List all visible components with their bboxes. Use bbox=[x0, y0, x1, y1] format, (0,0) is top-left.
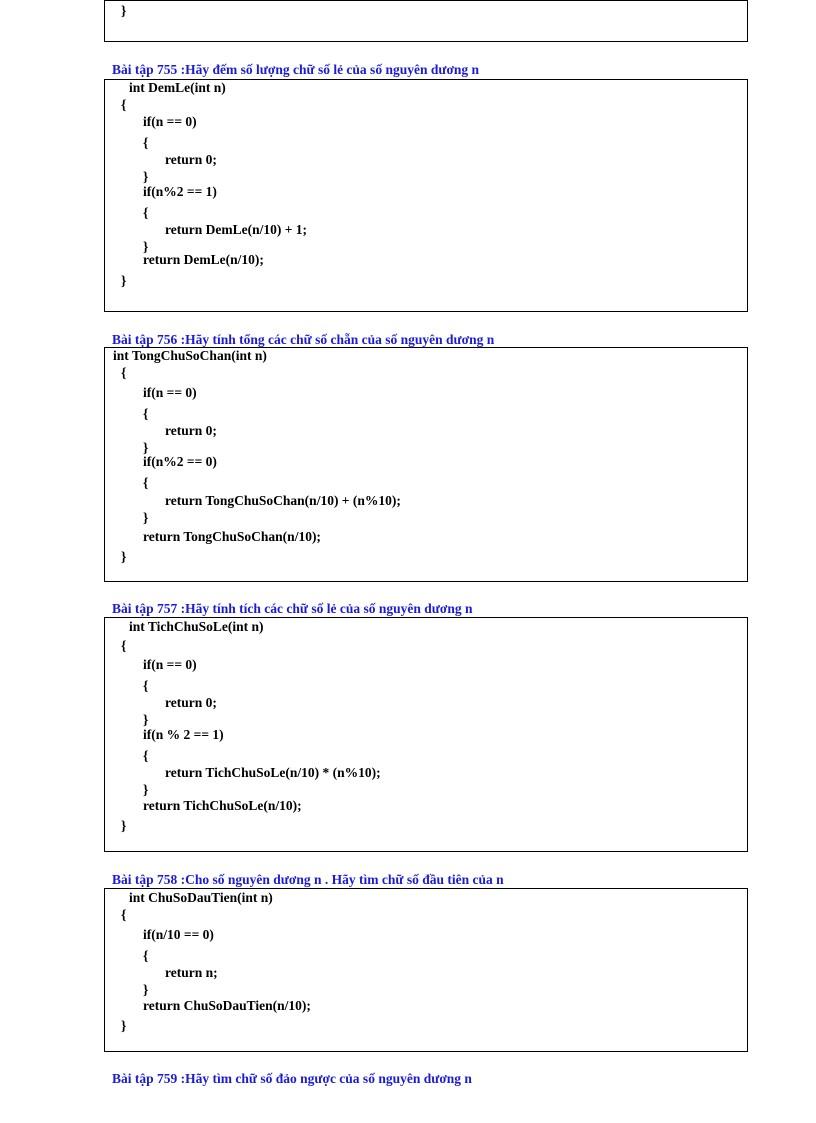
code-line: { bbox=[121, 97, 127, 112]
code-box-previous bbox=[104, 0, 748, 42]
code-line: return TichChuSoLe(n/10); bbox=[143, 798, 302, 813]
code-line: { bbox=[143, 475, 149, 490]
code-line: { bbox=[143, 748, 149, 763]
code-line: return TongChuSoChan(n/10); bbox=[143, 529, 321, 544]
code-box-755 bbox=[104, 79, 748, 312]
exercise-title-758: Bài tập 758 :Cho số nguyên dương n . Hãy tìm chữ số đầu tiên của n bbox=[112, 872, 504, 887]
code-line: if(n%2 == 0) bbox=[143, 454, 217, 469]
code-line: } bbox=[121, 1018, 127, 1033]
code-line: } bbox=[143, 440, 149, 455]
exercise-title-755: Bài tập 755 :Hãy đếm số lượng chữ số lẻ của số nguyên dương n bbox=[112, 62, 480, 77]
code-line: int ChuSoDauTien(int n) bbox=[129, 890, 273, 905]
code-line: } bbox=[143, 169, 149, 184]
code-line: int TongChuSoChan(int n) bbox=[113, 348, 267, 363]
code-line: { bbox=[143, 678, 149, 693]
code-line: return 0; bbox=[165, 152, 217, 167]
exercise-title-757: Bài tập 757 :Hãy tính tích các chữ số lẻ của số nguyên dương n bbox=[112, 601, 473, 616]
code-line: { bbox=[121, 907, 127, 922]
code-line: return DemLe(n/10) + 1; bbox=[165, 222, 308, 237]
code-line: { bbox=[143, 406, 149, 421]
code-line: return 0; bbox=[165, 695, 217, 710]
exercise-title-756: Bài tập 756 :Hãy tính tổng các chữ số chẵn của số nguyên dương n bbox=[112, 332, 495, 347]
code-line: if(n == 0) bbox=[143, 657, 197, 672]
exercise-title-759: Bài tập 759 :Hãy tìm chữ số đảo ngược của số nguyên dương n bbox=[112, 1071, 472, 1086]
code-line: return TichChuSoLe(n/10) * (n%10); bbox=[165, 765, 381, 780]
code-line: } bbox=[121, 549, 127, 564]
code-line: } bbox=[143, 510, 149, 525]
code-line: if(n == 0) bbox=[143, 114, 197, 129]
code-line: return 0; bbox=[165, 423, 217, 438]
code-line: return n; bbox=[165, 965, 218, 980]
code-line: } bbox=[121, 818, 127, 833]
code-line: return TongChuSoChan(n/10) + (n%10); bbox=[165, 493, 401, 508]
code-line: { bbox=[121, 638, 127, 653]
code-line: { bbox=[143, 948, 149, 963]
code-box-757 bbox=[104, 617, 748, 852]
code-line: if(n%2 == 1) bbox=[143, 184, 217, 199]
code-line: int TichChuSoLe(int n) bbox=[129, 619, 264, 634]
code-line: return DemLe(n/10); bbox=[143, 252, 264, 267]
code-line: { bbox=[121, 365, 127, 380]
code-line: if(n % 2 == 1) bbox=[143, 727, 224, 742]
code-line: int DemLe(int n) bbox=[129, 80, 226, 95]
code-line: return ChuSoDauTien(n/10); bbox=[143, 998, 311, 1013]
code-line: { bbox=[143, 135, 149, 150]
code-line: } bbox=[121, 3, 127, 18]
code-box-758 bbox=[104, 888, 748, 1052]
code-line: if(n == 0) bbox=[143, 385, 197, 400]
code-line: } bbox=[121, 273, 127, 288]
code-line: } bbox=[143, 712, 149, 727]
code-line: { bbox=[143, 205, 149, 220]
code-line: } bbox=[143, 782, 149, 797]
code-box-756 bbox=[104, 347, 748, 582]
code-line: } bbox=[143, 982, 149, 997]
code-line: if(n/10 == 0) bbox=[143, 927, 214, 942]
code-line: } bbox=[143, 239, 149, 254]
